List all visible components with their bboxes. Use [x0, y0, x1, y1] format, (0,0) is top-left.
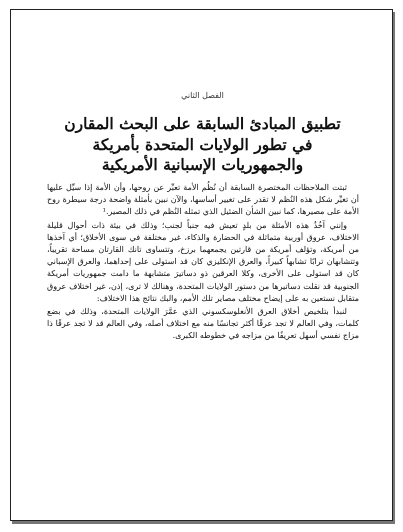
title-line-3: والجمهوريات الإسبانية الأمريكية	[101, 155, 304, 174]
title-line-1: تطبيق المبادئ السابقة على البحث المقارن	[64, 114, 341, 133]
title-line-2: في تطور الولايات المتحدة بأمريكة	[92, 134, 313, 154]
chapter-title	[31, 114, 374, 176]
book-page	[10, 9, 393, 521]
paragraph: وإنني آخُذُ هذه الأمثلة من بلدٍ تعيش فيه جنباً لجنب؛ وذلك في بيئة ذات أحوال قليلة الاختلاف، عروق أوربية متماثلة في الحضارة والذكاء، غير مختلفة في سوى الأخلاق؛ أي آخذها من أمريكة، وتؤلف أمريكة من قارتين يجمعهما برزخ، وتتساوى تانك القارتان مساحة تقريباً، وتتشابهان ترابًا تشابهاً كبيراً، والعرق الإنكليزي كان قد استولى على إحداهما، والعرق الإسباني كان قد استولى على الأخرى، وكلا العرقين ذو دساتيرَ متشابهة ما دامت جمهوريات أمريكة الجنوبية قد نقلت دساتيرها من دستور الولايات المتحدة، وهنالك لا ترى، إذن، غير اختلاف عروق متقابل نستعين به على إيضاح مختلف مصاير تلك الأمم، والبك نتائج هذا الاختلاف:	[47, 220, 359, 303]
chapter-heading: الفصل الثاني	[181, 91, 224, 100]
paragraph: لنبدأ بتلخيص أخلاق العرق الأنغلوسكسوني الذي عمَّرَ الولايات المتحدة، وذلك في بضع كلمات، وفي العالم لا تجد عرقًا أكثر تجانسًا منه مع اختلاف أصله، وفي العالم قد لا تجد عرقًا ذا مزاج نفسي أسهل تعريفًا من مزاجه في خطوطه الكبرى.	[47, 307, 359, 341]
body-text	[47, 182, 359, 343]
paragraph: ثبتت الملاحظات المختصرة السابقة أن نُظُم الأمة تعبِّر عن روحها، وأن الأمة إذا سيِّل عليها أن تغيِّر شكل هذه النُظم لا تقدر على تغيير أساسها، والآن نبين بأمثلة واضحة درجة سيطرة روح الأمة على مصيرها، كما نبين الشأن الضئيل الذي تمثله النُظم في ذلك المصير.¹	[47, 183, 359, 217]
